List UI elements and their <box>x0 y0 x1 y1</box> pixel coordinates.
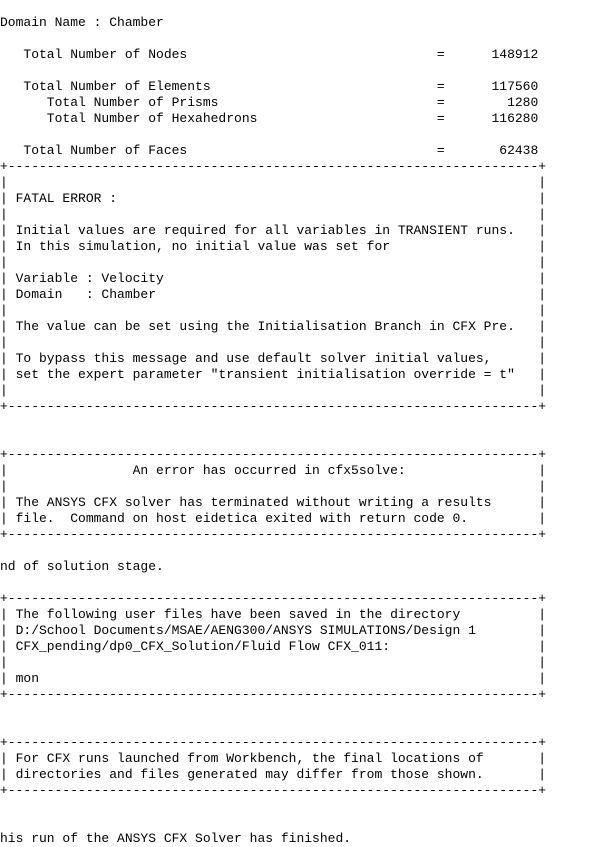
console-line: +--------------------------------------------------------------------+ <box>0 687 547 702</box>
console-line: | The ANSYS CFX solver has terminated without writing a results | <box>0 495 547 510</box>
console-line <box>0 63 600 79</box>
console-line <box>0 799 600 815</box>
console-line <box>0 703 600 719</box>
console-line: Total Number of Hexahedrons = 116280 <box>0 111 539 126</box>
console-line: | directories and files generated may differ from those shown. | <box>0 767 547 782</box>
console-line: | | <box>0 255 547 270</box>
console-line: | mon | <box>0 671 547 686</box>
console-line: | The following user files have been saved in the directory | <box>0 607 547 622</box>
console-line: +--------------------------------------------------------------------+ <box>0 783 547 798</box>
console-line: +--------------------------------------------------------------------+ <box>0 591 547 606</box>
console-line: nd of solution stage. <box>0 559 164 574</box>
console-line: | Variable : Velocity | <box>0 271 547 286</box>
console-line <box>0 575 600 591</box>
console-line: | To bypass this message and use default solver initial values, | <box>0 351 547 366</box>
console-line <box>0 31 600 47</box>
console-line: | file. Command on host eidetica exited with return code 0. | <box>0 511 547 526</box>
console-line <box>0 719 600 735</box>
console-line: Domain Name : Chamber <box>0 15 164 30</box>
console-line: | set the expert parameter "transient initialisation override = t" | <box>0 367 547 382</box>
console-line: | | <box>0 335 547 350</box>
console-line: | In this simulation, no initial value was set for | <box>0 239 547 254</box>
console-line: | The value can be set using the Initialisation Branch in CFX Pre. | <box>0 319 547 334</box>
console-line <box>0 431 600 447</box>
console-line: +--------------------------------------------------------------------+ <box>0 399 547 414</box>
console-line: +--------------------------------------------------------------------+ <box>0 447 547 462</box>
console-line: | D:/School Documents/MSAE/AENG300/ANSYS SIMULATIONS/Design 1 | <box>0 623 547 638</box>
console-line: | Initial values are required for all variables in TRANSIENT runs. | <box>0 223 547 238</box>
console-line: +--------------------------------------------------------------------+ <box>0 527 547 542</box>
console-line: | | <box>0 479 547 494</box>
console-line: | | <box>0 383 547 398</box>
console-line: Total Number of Elements = 117560 <box>0 79 539 94</box>
console-line <box>0 543 600 559</box>
console-line: his run of the ANSYS CFX Solver has finished. <box>0 831 352 846</box>
console-line: | | <box>0 207 547 222</box>
console-line: | | <box>0 655 547 670</box>
console-line: | Domain : Chamber | <box>0 287 547 302</box>
console-line: Total Number of Nodes = 148912 <box>0 47 539 62</box>
solver-output-console <box>0 15 600 847</box>
console-line: | CFX_pending/dp0_CFX_Solution/Fluid Flow CFX_011: | <box>0 639 547 654</box>
console-line: | FATAL ERROR : | <box>0 191 547 206</box>
console-line <box>0 815 600 831</box>
console-line <box>0 415 600 431</box>
console-line: +--------------------------------------------------------------------+ <box>0 159 547 174</box>
console-line: | An error has occurred in cfx5solve: | <box>0 463 547 478</box>
console-line: | For CFX runs launched from Workbench, the final locations of | <box>0 751 547 766</box>
console-line: +--------------------------------------------------------------------+ <box>0 735 547 750</box>
console-line <box>0 127 600 143</box>
console-line: | | <box>0 175 547 190</box>
console-line: Total Number of Prisms = 1280 <box>0 95 539 110</box>
console-line: | | <box>0 303 547 318</box>
console-line: Total Number of Faces = 62438 <box>0 143 539 158</box>
